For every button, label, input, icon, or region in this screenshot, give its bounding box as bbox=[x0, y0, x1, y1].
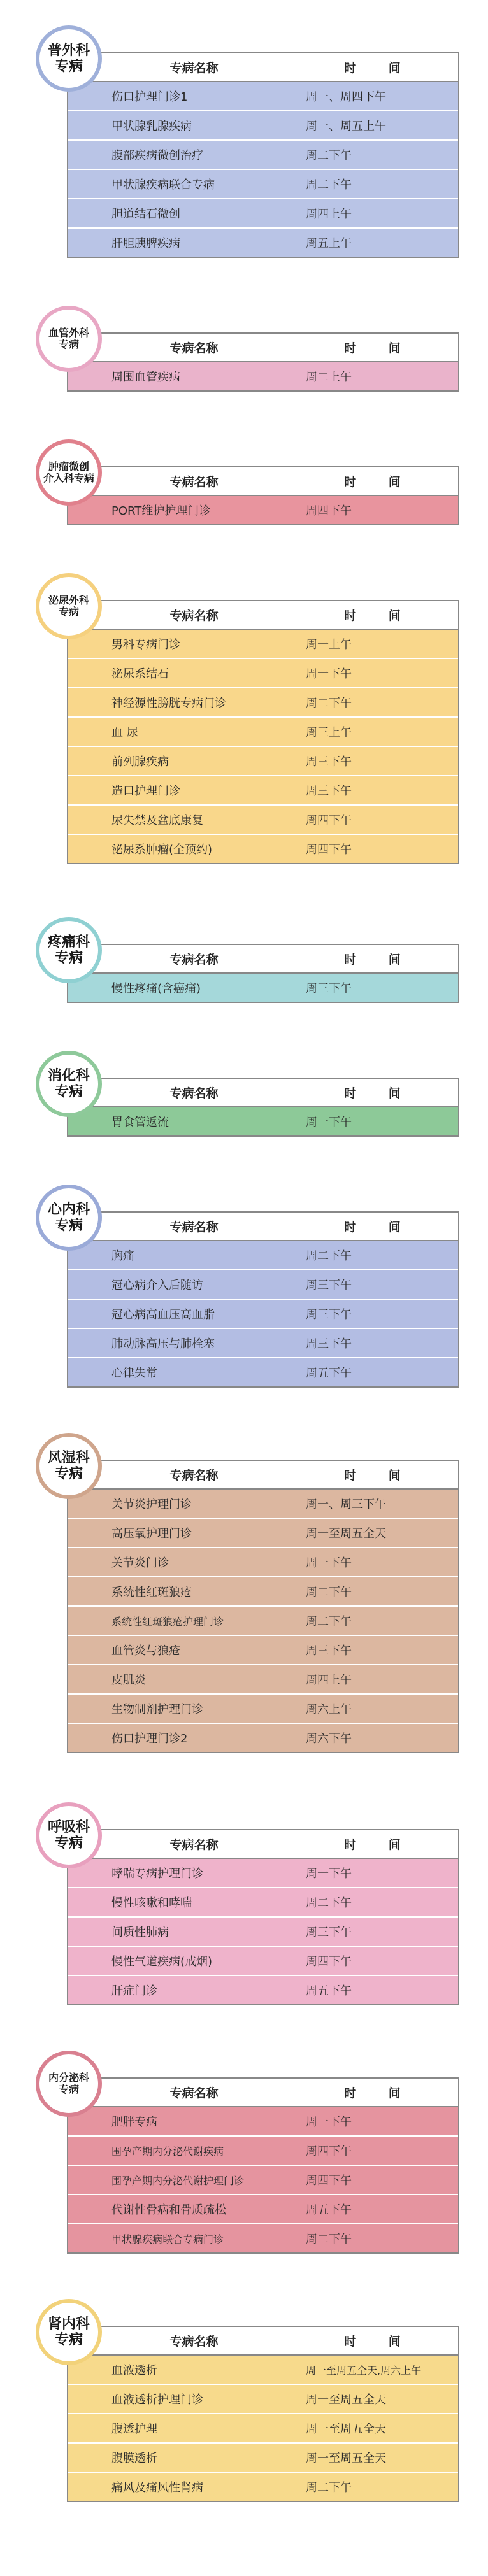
clinic-time: 周一至周五全天 bbox=[306, 2452, 386, 2465]
clinic-time: 周四上午 bbox=[306, 208, 352, 221]
clinic-time: 周一下午 bbox=[306, 667, 352, 681]
header-time: 时 间 bbox=[344, 1220, 415, 1234]
table-row bbox=[68, 1976, 458, 2004]
table-header bbox=[68, 2079, 458, 2107]
table-row bbox=[68, 1607, 458, 1636]
clinic-name: 生物制剂护理门诊 bbox=[111, 1703, 203, 1716]
table-header bbox=[68, 1079, 458, 1107]
badge-text: 风湿科 bbox=[47, 1449, 90, 1466]
clinic-name: 尿失禁及盆底康复 bbox=[111, 814, 203, 827]
table-header bbox=[68, 53, 458, 82]
clinic-time: 周一、周五上午 bbox=[306, 120, 386, 133]
clinic-table bbox=[67, 332, 459, 392]
table-row bbox=[68, 1888, 458, 1918]
clinic-name: 慢性疼痛(含癌痛) bbox=[111, 982, 201, 995]
table-row bbox=[68, 362, 458, 390]
table-row bbox=[68, 2385, 458, 2414]
clinic-time: 周二下午 bbox=[306, 1586, 352, 1599]
clinic-name: 围孕产期内分泌代谢疾病 bbox=[111, 2145, 224, 2158]
table-row bbox=[68, 82, 458, 111]
clinic-time: 周二下午 bbox=[306, 1896, 352, 1910]
table-row bbox=[68, 2473, 458, 2501]
header-time: 时 间 bbox=[344, 1469, 415, 1483]
table-row bbox=[68, 835, 458, 863]
clinic-name: 泌尿系肿瘤(全预约) bbox=[111, 843, 213, 857]
table-row bbox=[68, 1636, 458, 1665]
clinic-time: 周六上午 bbox=[306, 1703, 352, 1716]
clinic-time: 周五下午 bbox=[306, 1367, 352, 1380]
clinic-name: 周围血管疾病 bbox=[111, 371, 180, 384]
clinic-name: 神经源性膀胱专病门诊 bbox=[111, 697, 226, 710]
table-row bbox=[68, 1548, 458, 1577]
clinic-name: 血 尿 bbox=[111, 726, 138, 739]
badge-text: 内分泌科 bbox=[48, 2071, 89, 2084]
clinic-table bbox=[67, 2077, 459, 2254]
clinic-time: 周三下午 bbox=[306, 1926, 352, 1939]
header-clinic-name: 专病名称 bbox=[169, 2086, 219, 2100]
table-header bbox=[68, 1830, 458, 1859]
table-row bbox=[68, 806, 458, 835]
badge-text: 泌尿外科 bbox=[48, 594, 89, 606]
table-row bbox=[68, 1519, 458, 1548]
header-clinic-name: 专病名称 bbox=[169, 609, 219, 623]
clinic-name: PORT维护护理门诊 bbox=[111, 504, 211, 518]
table-row bbox=[68, 1490, 458, 1519]
clinic-name: 腹膜透析 bbox=[111, 2452, 157, 2465]
table-row bbox=[68, 1918, 458, 1947]
table-header bbox=[68, 467, 458, 496]
clinic-name: 腹透护理 bbox=[111, 2423, 157, 2436]
clinic-name: 痛风及痛风性肾病 bbox=[111, 2481, 203, 2494]
clinic-time: 周一下午 bbox=[306, 1556, 352, 1570]
clinic-time: 周三下午 bbox=[306, 982, 352, 995]
clinic-name: 造口护理门诊 bbox=[111, 785, 180, 798]
clinic-name: 冠心病高血压高血脂 bbox=[111, 1308, 215, 1321]
table-header bbox=[68, 2327, 458, 2356]
clinic-time: 周四下午 bbox=[306, 504, 352, 518]
clinic-name: 前列腺疾病 bbox=[111, 755, 169, 769]
table-row bbox=[68, 776, 458, 806]
clinic-time: 周三上午 bbox=[306, 726, 352, 739]
header-time: 时 间 bbox=[344, 953, 415, 967]
table-header bbox=[68, 601, 458, 630]
clinic-name: 高压氧护理门诊 bbox=[111, 1527, 192, 1541]
clinic-time: 周二下午 bbox=[306, 1615, 352, 1628]
clinic-time: 周四下午 bbox=[306, 1955, 352, 1968]
badge-text: 专病 bbox=[58, 338, 79, 350]
table-row bbox=[68, 1724, 458, 1752]
badge-text: 专病 bbox=[54, 950, 83, 966]
table-row bbox=[68, 1695, 458, 1724]
table-row bbox=[68, 747, 458, 776]
clinic-table bbox=[67, 1078, 459, 1137]
clinic-time: 周三下午 bbox=[306, 1644, 352, 1658]
table-header bbox=[68, 334, 458, 362]
clinic-time: 周五下午 bbox=[306, 1984, 352, 1998]
table-row bbox=[68, 630, 458, 659]
badge-text: 介入科专病 bbox=[43, 472, 94, 484]
clinic-table bbox=[67, 1829, 459, 2005]
header-time: 时 间 bbox=[344, 1086, 415, 1100]
clinic-time: 周二下午 bbox=[306, 149, 352, 162]
department-badge bbox=[36, 573, 102, 639]
badge-text: 专病 bbox=[54, 1466, 83, 1482]
clinic-time: 周一至周五全天,周六上午 bbox=[306, 2364, 422, 2377]
department-badge bbox=[36, 1802, 102, 1868]
table-row bbox=[68, 111, 458, 141]
clinic-table bbox=[67, 1211, 459, 1388]
clinic-time: 周四下午 bbox=[306, 2145, 352, 2158]
clinic-time: 周一上午 bbox=[306, 638, 352, 651]
clinic-name: 泌尿系结石 bbox=[111, 667, 169, 681]
header-clinic-name: 专病名称 bbox=[169, 61, 219, 75]
badge-text: 疼痛科 bbox=[47, 934, 90, 950]
table-row bbox=[68, 718, 458, 747]
header-clinic-name: 专病名称 bbox=[169, 341, 219, 355]
clinic-time: 周二上午 bbox=[306, 371, 352, 384]
clinic-time: 周五下午 bbox=[306, 2203, 352, 2217]
badge-text: 普外科 bbox=[47, 42, 90, 59]
clinic-time: 周二下午 bbox=[306, 2233, 352, 2246]
table-row bbox=[68, 1577, 458, 1607]
table-row bbox=[68, 229, 458, 257]
clinic-name: 皮肌炎 bbox=[111, 1674, 146, 1687]
badge-text: 专病 bbox=[54, 2332, 83, 2348]
clinic-name: 甲状腺疾病联合专病门诊 bbox=[111, 2233, 224, 2245]
table-row bbox=[68, 688, 458, 718]
clinic-table bbox=[67, 52, 459, 258]
clinic-time: 周三下午 bbox=[306, 1308, 352, 1321]
header-time: 时 间 bbox=[344, 609, 415, 623]
clinic-name: 肝胆胰脾疾病 bbox=[111, 237, 180, 250]
clinic-time: 周二下午 bbox=[306, 2481, 352, 2494]
clinic-name: 心律失常 bbox=[111, 1367, 157, 1380]
badge-text: 专病 bbox=[54, 1218, 83, 1234]
clinic-time: 周一至周五全天 bbox=[306, 1527, 386, 1541]
department-badge bbox=[36, 439, 102, 506]
clinic-name: 血管炎与狼疮 bbox=[111, 1644, 180, 1658]
header-time: 时 间 bbox=[344, 475, 415, 489]
clinic-time: 周二下午 bbox=[306, 1249, 352, 1263]
header-clinic-name: 专病名称 bbox=[169, 475, 219, 489]
header-clinic-name: 专病名称 bbox=[169, 1469, 219, 1483]
department-badge bbox=[36, 1433, 102, 1499]
clinic-time: 周三下午 bbox=[306, 1279, 352, 1292]
table-row bbox=[68, 2137, 458, 2166]
table-row bbox=[68, 2195, 458, 2224]
clinic-name: 系统性红斑狼疮护理门诊 bbox=[111, 1615, 224, 1628]
header-clinic-name: 专病名称 bbox=[169, 1838, 219, 1852]
clinic-time: 周一至周五全天 bbox=[306, 2393, 386, 2407]
clinic-name: 胆道结石微创 bbox=[111, 208, 180, 221]
badge-text: 心内科 bbox=[47, 1201, 90, 1218]
clinic-time: 周四下午 bbox=[306, 843, 352, 857]
clinic-time: 周五上午 bbox=[306, 237, 352, 250]
clinic-time: 周六下午 bbox=[306, 1732, 352, 1746]
badge-text: 专病 bbox=[54, 1084, 83, 1100]
department-badge bbox=[36, 2051, 102, 2117]
badge-text: 专病 bbox=[58, 2083, 79, 2095]
clinic-name: 关节炎护理门诊 bbox=[111, 1498, 192, 1511]
table-row bbox=[68, 2107, 458, 2137]
badge-text: 专病 bbox=[54, 1835, 83, 1851]
clinic-time: 周一至周五全天 bbox=[306, 2423, 386, 2436]
clinic-name: 胸痛 bbox=[111, 1249, 134, 1263]
table-row bbox=[68, 1947, 458, 1976]
clinic-name: 伤口护理门诊1 bbox=[111, 90, 188, 104]
clinic-name: 系统性红斑狼疮 bbox=[111, 1586, 192, 1599]
clinic-name: 关节炎门诊 bbox=[111, 1556, 169, 1570]
badge-text: 消化科 bbox=[47, 1067, 90, 1084]
clinic-time: 周二下午 bbox=[306, 178, 352, 192]
clinic-name: 哮喘专病护理门诊 bbox=[111, 1867, 203, 1881]
table-row bbox=[68, 1270, 458, 1300]
clinic-time: 周一下午 bbox=[306, 1116, 352, 1129]
header-time: 时 间 bbox=[344, 341, 415, 355]
table-row bbox=[68, 141, 458, 170]
badge-text: 专病 bbox=[54, 59, 83, 75]
table-row bbox=[68, 2224, 458, 2252]
table-row bbox=[68, 2444, 458, 2473]
header-clinic-name: 专病名称 bbox=[169, 2335, 219, 2349]
clinic-name: 慢性咳嗽和哮喘 bbox=[111, 1896, 192, 1910]
clinic-time: 周二下午 bbox=[306, 697, 352, 710]
table-row bbox=[68, 2414, 458, 2444]
clinic-name: 代谢性骨病和骨质疏松 bbox=[111, 2203, 226, 2217]
clinic-name: 围孕产期内分泌代谢护理门诊 bbox=[111, 2174, 245, 2187]
clinic-time: 周四下午 bbox=[306, 814, 352, 827]
header-time: 时 间 bbox=[344, 61, 415, 75]
header-time: 时 间 bbox=[344, 2086, 415, 2100]
department-badge bbox=[36, 25, 102, 92]
table-header bbox=[68, 1213, 458, 1241]
header-clinic-name: 专病名称 bbox=[169, 1220, 219, 1234]
table-row bbox=[68, 496, 458, 524]
clinic-table bbox=[67, 600, 459, 864]
clinic-name: 慢性气道疾病(戒烟) bbox=[111, 1955, 213, 1968]
clinic-name: 腹部疾病微创治疗 bbox=[111, 149, 203, 162]
badge-text: 呼吸科 bbox=[47, 1819, 90, 1835]
clinic-time: 周一下午 bbox=[306, 2116, 352, 2129]
clinic-table bbox=[67, 2326, 459, 2502]
header-clinic-name: 专病名称 bbox=[169, 953, 219, 967]
clinic-name: 男科专病门诊 bbox=[111, 638, 180, 651]
header-clinic-name: 专病名称 bbox=[169, 1086, 219, 1100]
table-row bbox=[68, 1358, 458, 1386]
clinic-time: 周四下午 bbox=[306, 2174, 352, 2188]
table-row bbox=[68, 1859, 458, 1888]
clinic-time: 周一、周三下午 bbox=[306, 1498, 386, 1511]
table-row bbox=[68, 974, 458, 1002]
department-badge bbox=[36, 1051, 102, 1117]
clinic-table bbox=[67, 944, 459, 1003]
table-row bbox=[68, 1329, 458, 1358]
table-row bbox=[68, 199, 458, 229]
clinic-time: 周三下午 bbox=[306, 1337, 352, 1351]
clinic-time: 周一下午 bbox=[306, 1867, 352, 1881]
department-badge bbox=[36, 1185, 102, 1251]
clinic-time: 周一、周四下午 bbox=[306, 90, 386, 104]
clinic-name: 胃食管返流 bbox=[111, 1116, 169, 1129]
badge-text: 肾内科 bbox=[47, 2316, 90, 2332]
table-header bbox=[68, 945, 458, 974]
clinic-name: 肺动脉高压与肺栓塞 bbox=[111, 1337, 215, 1351]
clinic-table bbox=[67, 1460, 459, 1753]
clinic-time: 周三下午 bbox=[306, 755, 352, 769]
table-row bbox=[68, 2356, 458, 2385]
clinic-time: 周四上午 bbox=[306, 1674, 352, 1687]
department-badge bbox=[36, 917, 102, 983]
badge-text: 专病 bbox=[58, 606, 79, 618]
clinic-name: 肝症门诊 bbox=[111, 1984, 157, 1998]
clinic-name: 血液透析 bbox=[111, 2364, 157, 2377]
clinic-name: 肥胖专病 bbox=[111, 2116, 157, 2129]
table-row bbox=[68, 1241, 458, 1270]
clinic-name: 伤口护理门诊2 bbox=[111, 1732, 188, 1746]
badge-text: 肿瘤微创 bbox=[48, 460, 89, 473]
table-row bbox=[68, 1107, 458, 1135]
clinic-table bbox=[67, 466, 459, 525]
table-row bbox=[68, 1665, 458, 1695]
department-badge bbox=[36, 306, 102, 372]
badge-text: 血管外科 bbox=[48, 326, 89, 339]
header-time: 时 间 bbox=[344, 1838, 415, 1852]
clinic-name: 血液透析护理门诊 bbox=[111, 2393, 203, 2407]
clinic-time: 周三下午 bbox=[306, 785, 352, 798]
clinic-name: 间质性肺病 bbox=[111, 1926, 169, 1939]
table-row bbox=[68, 170, 458, 199]
table-header bbox=[68, 1461, 458, 1490]
header-time: 时 间 bbox=[344, 2335, 415, 2349]
table-row bbox=[68, 2166, 458, 2195]
clinic-name: 甲状腺乳腺疾病 bbox=[111, 120, 192, 133]
table-row bbox=[68, 1300, 458, 1329]
clinic-name: 冠心病介入后随访 bbox=[111, 1279, 203, 1292]
department-badge bbox=[36, 2299, 102, 2365]
clinic-name: 甲状腺疾病联合专病 bbox=[111, 178, 215, 192]
table-row bbox=[68, 659, 458, 688]
